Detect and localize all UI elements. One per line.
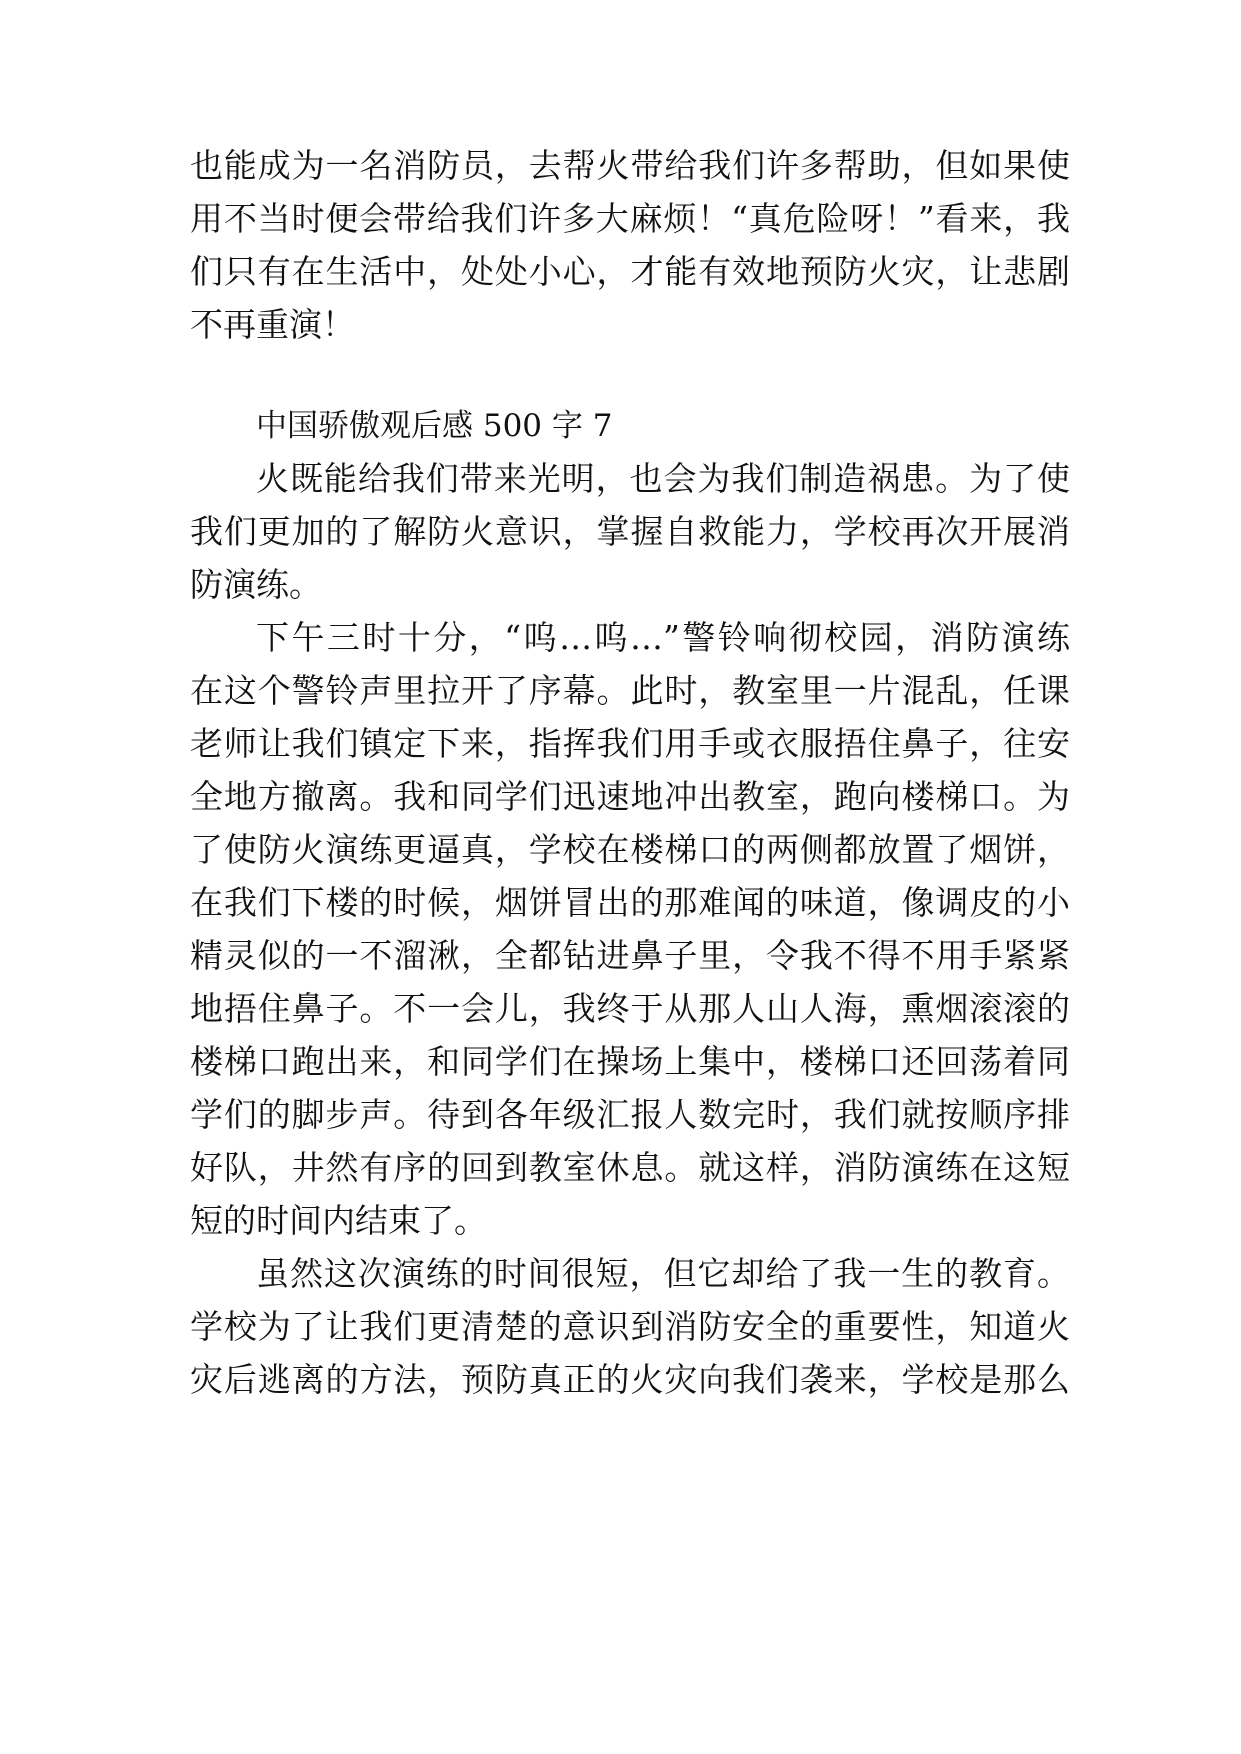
body-line: 不再重演！: [190, 305, 355, 344]
body-line: 精灵似的一不溜湫，全都钻进鼻子里，令我不得不用手紧紧: [190, 936, 1070, 975]
body-line: 短的时间内结束了。: [190, 1201, 487, 1240]
body-line: 在我们下楼的时候，烟饼冒出的那难闻的味道，像调皮的小: [190, 883, 1070, 922]
body-line: 楼梯口跑出来，和同学们在操场上集中，楼梯口还回荡着同: [190, 1042, 1070, 1081]
body-line: 地捂住鼻子。不一会儿，我终于从那人山人海，熏烟滚滚的: [190, 989, 1070, 1028]
body-line: 我们更加的了解防火意识，掌握自救能力，学校再次开展消: [190, 512, 1070, 551]
body-line: 老师让我们镇定下来，指挥我们用手或衣服捂住鼻子，往安: [190, 724, 1070, 763]
body-line: 灾后逃离的方法，预防真正的火灾向我们袭来，学校是那么: [190, 1360, 1070, 1399]
body-line: 防演练。: [190, 565, 322, 604]
body-line: 下午三时十分，“呜…呜…”警铃响彻校园，消防演练: [256, 618, 1070, 657]
body-line: 全地方撤离。我和同学们迅速地冲出教室，跑向楼梯口。为: [190, 777, 1070, 816]
body-line: 在这个警铃声里拉开了序幕。此时，教室里一片混乱，任课: [190, 671, 1070, 710]
body-line: 学校为了让我们更清楚的意识到消防安全的重要性，知道火: [190, 1307, 1070, 1346]
body-line: 也能成为一名消防员，去帮火带给我们许多帮助，但如果使: [190, 146, 1070, 185]
body-line: 好队，井然有序的回到教室休息。就这样，消防演练在这短: [190, 1148, 1070, 1187]
body-line: 火既能给我们带来光明，也会为我们制造祸患。为了使: [256, 459, 1070, 498]
section-heading: 中国骄傲观后感 500 字 7: [256, 408, 613, 444]
body-line: 虽然这次演练的时间很短，但它却给了我一生的教育。: [256, 1254, 1070, 1293]
body-line: 了使防火演练更逼真，学校在楼梯口的两侧都放置了烟饼，: [190, 830, 1070, 869]
body-line: 学们的脚步声。待到各年级汇报人数完时，我们就按顺序排: [190, 1095, 1070, 1134]
body-line: 用不当时便会带给我们许多大麻烦！“真危险呀！”看来，我: [190, 199, 1070, 238]
body-line: 们只有在生活中，处处小心，才能有效地预防火灾，让悲剧: [190, 252, 1070, 291]
